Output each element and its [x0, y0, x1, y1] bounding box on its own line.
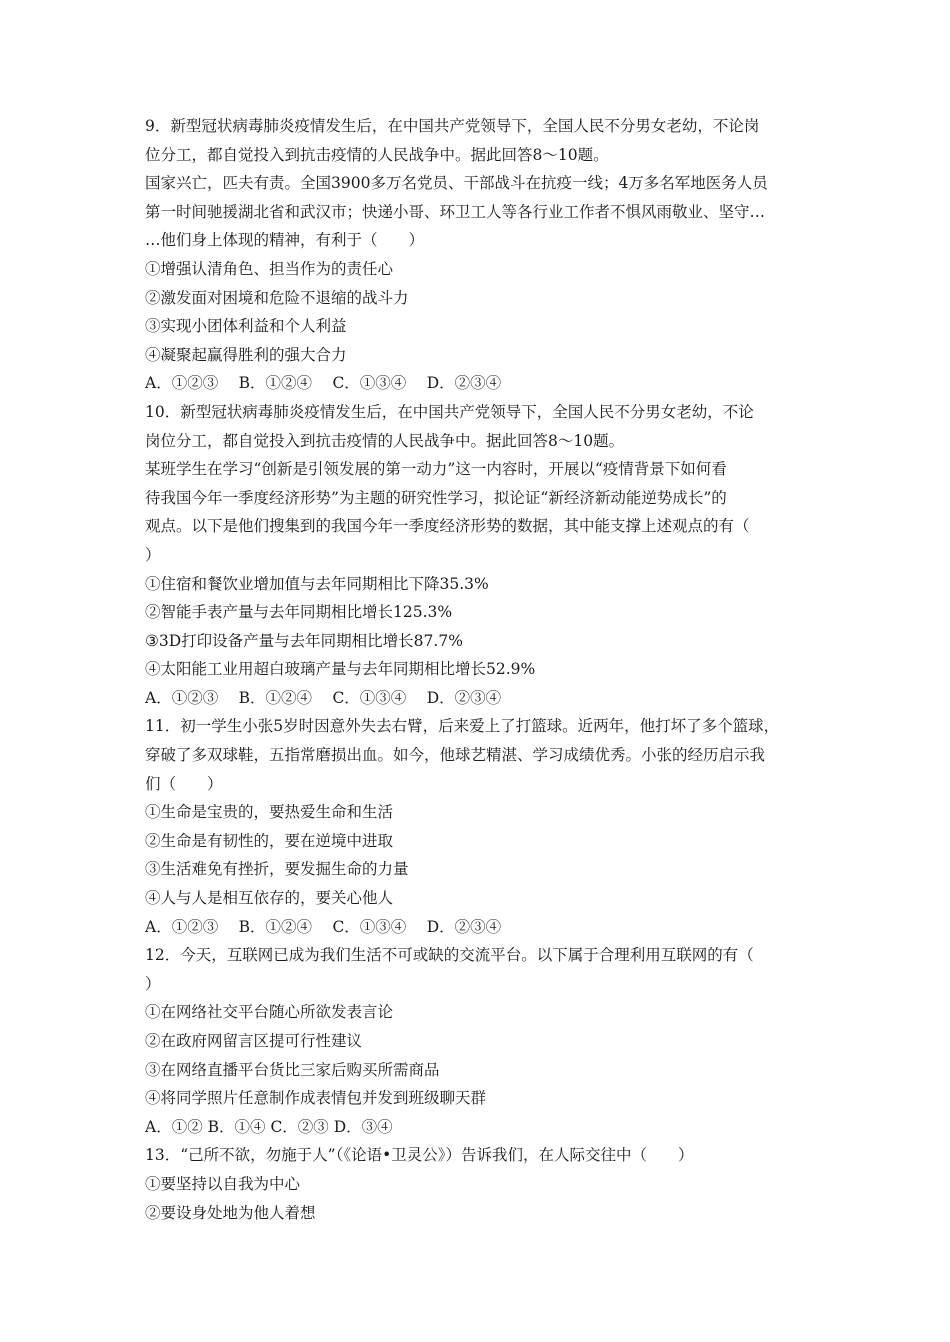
q9-stem-line-1: 9．新型冠状病毒肺炎疫情发生后，在中国共产党领导下，全国人民不分男女老幼，不论岗: [145, 117, 760, 135]
q9-option-1: ①增强认清角色、担当作为的责任心: [145, 259, 394, 278]
q11-stem-line-1: 11．初一学生小张5岁时因意外失去右臂，后来爱上了打篮球。近两年，他打坏了多个篮球，: [145, 717, 780, 736]
q11-option-1: ①生命是宝贵的，要热爱生命和生活: [145, 803, 394, 822]
q13-option-1: ①要坚持以自我为中心: [145, 1174, 301, 1193]
q11-option-2: ②生命是有韧性的，要在逆境中进取: [145, 831, 394, 850]
q9-material-line-3: …他们身上体现的精神，有利于（ ）: [145, 231, 425, 250]
q12-stem-line-1: 12．今天，互联网已成为我们生活不可或缺的交流平台。以下属于合理利用互联网的有（: [145, 946, 754, 965]
q11-stem-line-2: 穿破了多双球鞋，五指常磨损出血。如今，他球艺精湛、学习成绩优秀。小张的经历启示我: [145, 746, 766, 765]
q10-stem-line-1: 10．新型冠状病毒肺炎疫情发生后，在中国共产党领导下，全国人民不分男女老幼，不论: [145, 402, 754, 421]
q10-material-line-3: 观点。以下是他们搜集到的我国今年一季度经济形势的数据，其中能支撑上述观点的有（: [145, 517, 750, 536]
q10-material-line-1: 某班学生在学习“创新是引领发展的第一动力”这一内容时，开展以“疫情背景下如何看: [145, 460, 727, 479]
q13-option-2: ②要设身处地为他人着想: [145, 1203, 316, 1222]
q11-option-3: ③生活难免有挫折，要发掘生命的力量: [145, 860, 409, 879]
q9-option-3: ③实现小团体利益和个人利益: [145, 317, 347, 336]
q9-stem-line-2: 位分工，都自觉投入到抗击疫情的人民战争中。据此回答8～10题。: [145, 145, 609, 164]
q9-option-4: ④凝聚起赢得胜利的强大合力: [145, 345, 347, 364]
q11-stem-line-3: 们（ ）: [145, 774, 223, 793]
q10-option-2: ②智能手表产量与去年同期相比增长125.3%: [145, 603, 453, 622]
q10-option-3: ③3D打印设备产量与去年同期相比增长87.7%: [145, 631, 463, 650]
q12-option-4: ④将同学照片任意制作成表情包并发到班级聊天群: [145, 1089, 487, 1108]
q9-material-line-1: 国家兴亡，匹夫有责。全国3900多万名党员、干部战斗在抗疫一线；4万多名军地医务人员: [145, 174, 768, 193]
q10-option-4: ④太阳能工业用超白玻璃产量与去年同期相比增长52.9%: [145, 660, 536, 679]
q11-choices: A．①②③ B．①②④ C．①③④ D．②③④: [145, 917, 502, 936]
q12-stem-line-2: ）: [145, 974, 161, 993]
q10-material-line-4: ）: [145, 545, 161, 564]
q12-option-3: ③在网络直播平台货比三家后购买所需商品: [145, 1060, 440, 1079]
q9-choices: A．①②③ B．①②④ C．①③④ D．②③④: [145, 374, 502, 393]
q10-material-line-2: 待我国今年一季度经济形势”为主题的研究性学习，拟论证“新经济新动能逆势成长”的: [145, 488, 727, 507]
q11-option-4: ④人与人是相互依存的，要关心他人: [145, 889, 394, 908]
q12-option-1: ①在网络社交平台随心所欲发表言论: [145, 1003, 394, 1022]
q9-option-2: ②激发面对困境和危险不退缩的战斗力: [145, 288, 409, 307]
q9-material-line-2: 第一时间驰援湖北省和武汉市；快递小哥、环卫工人等各行业工作者不惧风雨敬业、坚守…: [145, 202, 766, 221]
q13-stem-line-1: 13．“己所不欲，勿施于人”（《论语•卫灵公》）告诉我们，在人际交往中（ ）: [145, 1146, 694, 1165]
q12-option-2: ②在政府网留言区提可行性建议: [145, 1032, 363, 1050]
q12-choices: A．①② B．①④ C．②③ D．③④: [145, 1117, 393, 1136]
document-page: [145, 112, 815, 1227]
q10-choices: A．①②③ B．①②④ C．①③④ D．②③④: [145, 688, 502, 707]
q10-stem-line-2: 岗位分工，都自觉投入到抗击疫情的人民战争中。据此回答8～10题。: [145, 431, 625, 450]
q10-option-1: ①住宿和餐饮业增加值与去年同期相比下降35.3%: [145, 574, 489, 593]
